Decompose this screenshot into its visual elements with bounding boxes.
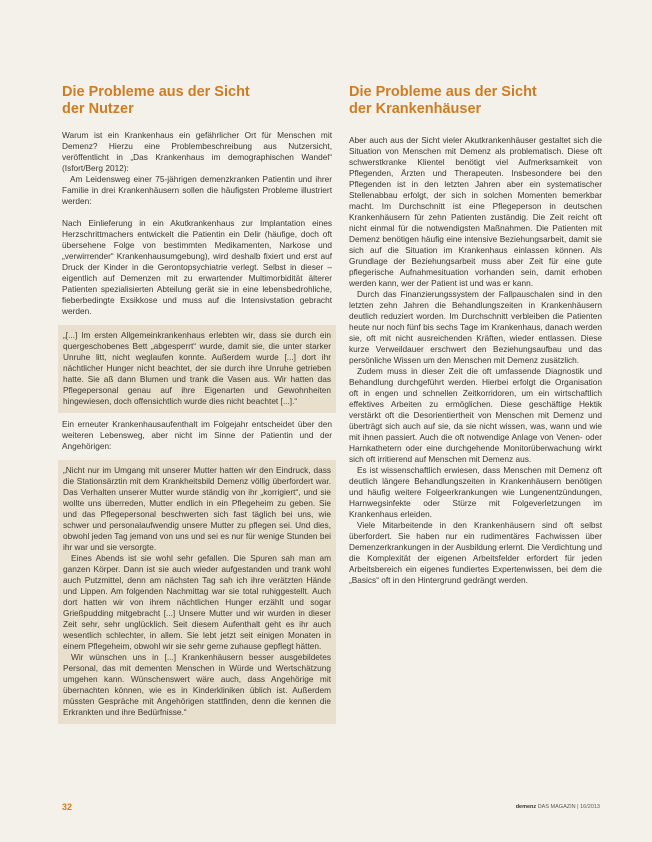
quote-paragraph: Wir wünschen uns in [...] Krankenhäusern besser ausgebildetes Personal, das mit dementen Menschen in Würde und Wertschätzung umgehen kann. Wünschenswert wäre auch, dass Angehörige mit übernachten können, wie es in Kinderkliniken üblich ist. Außerdem müssten Gespräche mit Angehörigen stattfinden, denn die kennen die Erkrankten und ihre Bedürfnisse.“ (63, 652, 331, 717)
body-paragraph: Durch das Finanzierungssystem der Fallpauschalen sind in den letzten zehn Jahren die Behandlungszeiten in Krankenhäusern deutlich reduziert worden. Im Durchschnitt verbleiben die Patienten heute nur noch fünf bis sechs Tage im Krankenhaus, danach werden sie, oft mit nicht ausreichenden Kräften, wieder entlassen. Diese kurze Verweildauer erschwert den Beziehungsaufbau und das persönliche Wissen um den Menschen mit Demenz zusätzlich. (349, 289, 602, 365)
magazine-name: DAS MAGAZIN (537, 804, 576, 810)
section-heading-krankenhaeuser: Die Probleme aus der Sicht der Krankenhäuser (349, 84, 537, 117)
page-number: 32 (62, 802, 73, 812)
quote-paragraph: Eines Abends ist sie wohl sehr gefallen. Die Spuren sah man am ganzen Körper. Dann ist sie auch wieder aufgestanden und trank wohl auch Putzmittel, denn am nächsten Tag sah ich ihre verätzten Hände und Lippen. Am folgenden Nachmittag war sie total ruhiggestellt. Auch dort hatten wir von ihrem nächtlichen Hunger erzählt und sogar Grießpudding mitgebracht [...] Unsere Mutter und wir wurden in dieser Zeit sehr, sehr unglücklich. Seit diesem Aufenthalt geht es ihr auch wesentlich schlechter, in allem. Sie lebt jetzt seit einigen Monaten in einem Pflegeheim, obwohl wir sie sehr gerne zuhause gepflegt hätten. (63, 553, 331, 651)
quote-box (58, 460, 336, 724)
section-heading-nutzer: Die Probleme aus der Sicht der Nutzer (62, 84, 250, 117)
magazine-footer (516, 804, 600, 810)
quote-box (58, 325, 336, 413)
quote-paragraph: „[...] Im ersten Allgemeinkrankenhaus erlebten wir, dass sie durch ein quergeschobenes Bett „abgesperrt“ wurde, damit sie, die unter starker Unruhe litt, nicht weglaufen konnte. Außerdem wurde [...] dort ihr nächtlicher Hunger nicht beachtet, der sie durch ihre Unruhe getrieben hatte. Sie aß dann Blumen und trank die Vasen aus. Wir hatten das Pflegepersonal genau auf ihre Eigenarten und Gewohnheiten hingewiesen, doch offensichtlich wurde dies nicht beachtet [...].“ (63, 330, 331, 406)
footer-separator: | (577, 804, 579, 810)
right-column (349, 84, 602, 586)
body-paragraph: Warum ist ein Krankenhaus ein gefährlicher Ort für Menschen mit Demenz? Hierzu eine Problembeschreibung aus Nutzersicht, veröffentlicht in „Das Krankenhaus im demographischen Wandel“ (Isfort/Berg 2012): (62, 130, 332, 173)
left-column (62, 84, 332, 724)
quote-paragraph: „Nicht nur im Umgang mit unserer Mutter hatten wir den Eindruck, dass die Stationsärztin mit dem Krankheitsbild Demenz völlig überfordert war. Das Verhalten unserer Mutter wurde ständig von ihr „korrigiert“, und sie wollte uns überreden, Mutter endlich in ein Pflegeheim zu geben. Sie und das Pflegepersonal beschwerten sich fast täglich bei uns, wie schwer und personalaufwendig unsere Mutter zu pflegen sei. Und dies, obwohl jeden Tag jemand von uns und sei es nur für wenige Stunden bei ihr war und sie versorgte. (63, 465, 331, 552)
body-paragraph: Ein erneuter Krankenhausaufenthalt im Folgejahr entscheidet über den weiteren Lebensweg, aber nicht im Sinne der Patientin und der Angehörigen: (62, 419, 332, 451)
body-paragraph: Es ist wissenschaftlich erwiesen, dass Menschen mit Demenz oft deutlich längere Behandlungszeiten in Krankenhäusern benötigen und häufig weitere Folgeerkrankungen wie Lungenentzündungen, Harnwegsinfekte oder Stürze mit Folgeverletzungen im Krankenhaus erleiden. (349, 465, 602, 519)
body-paragraph: Nach Einlieferung in ein Akutkrankenhaus zur Implantation eines Herzschrittmachers entwickelt die Patientin ein Delir (häufige, doch oft übersehene Folge von bestimmten Medikamenten, Narkose und „verwirrender“ Krankenhausumgebung), wird deshalb fixiert und erst auf Druck der Kinder in die Gerontopsychiatrie verlegt. Selbst in dieser – eigentlich auf Demenzen mit zu erwartender Multimorbidität älterer Patienten spezialisierten Abteilung gerät sie in eine lebensbedrohliche, fieberbedingte Exsikkose und muss auf die Intensivstation gebracht werden. (62, 218, 332, 316)
magazine-brand: demenz (515, 804, 537, 810)
body-paragraph: Aber auch aus der Sicht vieler Akutkrankenhäuser gestaltet sich die Situation von Menschen mit Demenz als problematisch. Diese oft schwerstkranke Klientel benötigt viel Aufmerksamkeit von Pflegenden, Ärzten und Therapeuten. Insbesondere bei den Pflegenden ist in den letzten Jahren aber ein systematischer Stellenabbau erfolgt, der sich in solchen Momenten bemerkbar macht. Im Durchschnitt ist eine Pflegeperson in deutschen Krankenhäusern für zehn Patienten zuständig. Die Zeit reicht oft nicht einmal für die notwendigsten Maßnahmen. Die Patienten mit Demenz benötigen häufig eine intensive Beziehungsarbeit, damit sie sich auf die Situation im Krankenhaus einlassen können. Als Grundlage der Beziehungsarbeit muss aber Zeit für eine gute pflegerische Aufnahmesituation vorhanden sein, damit erhoben werden kann, wer der Patient ist und was er kann. (349, 135, 602, 288)
magazine-issue: 16/2013 (580, 804, 600, 810)
body-paragraph: Zudem muss in dieser Zeit die oft umfassende Diagnostik und Behandlung durchgeführt werden. Hierbei erfolgt die Organisation oft in engen und schnellen Zeitkorridoren, um ein wirtschaftlich effektives Arbeiten zu ermöglichen. Diese geschäftige Hektik verstärkt oft die Desorientiertheit von Menschen mit Demenz und überträgt sich auch auf sie, da sie nicht wissen, was, wann und wie mit ihnen passiert. Auch die oft notwendige Anlage von Venen- oder Harnkathetern oder eine durchgehende Monitorüberwachung wirkt sich oft irritierend auf Menschen mit Demenz aus. (349, 366, 602, 464)
body-paragraph: Am Leidensweg einer 75-jährigen demenzkranken Patientin und ihrer Familie in drei Krankenhäusern sollen die häufigsten Probleme illustriert werden: (62, 174, 332, 206)
body-paragraph: Viele Mitarbeitende in den Krankenhäusern sind oft selbst überfordert. Sie haben nur ein rudimentäres Fachwissen über Demenzerkrankungen in der Ausbildung erlernt. Die Verdichtung und die Komplexität der eigenen Arbeitsfelder erfordert für jeden Arbeitsbereich ein eigenes fundiertes Expertenwissen, bei dem die „Basics“ oft in den Hintergrund gedrängt werden. (349, 520, 602, 585)
